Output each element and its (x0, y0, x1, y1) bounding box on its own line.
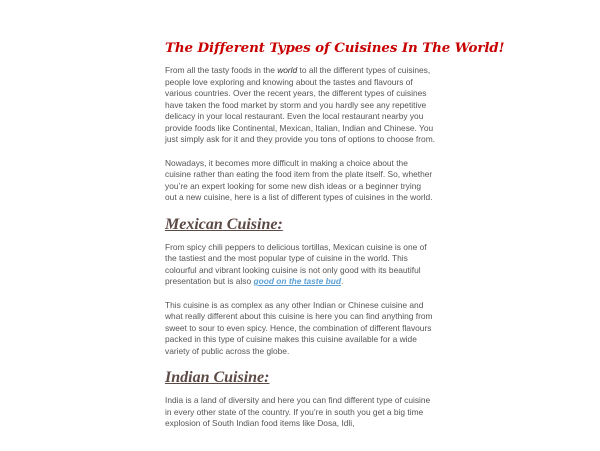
indian-cuisine-heading: Indian Cuisine: (165, 369, 270, 386)
taste-bud-link[interactable]: good on the taste bud (253, 276, 341, 286)
world-link[interactable]: world (277, 65, 298, 75)
article-title: The Different Types of Cuisines In The World! (165, 40, 505, 56)
intro-paragraph (165, 65, 435, 146)
article (165, 40, 505, 442)
mexican-paragraph-2: This cuisine is as complex as any other Indian or Chinese cuisine and what really different about this cuisine is here you can find anything from sweet to sour to even spicy. Hence, the combination of different flavours packed in this type of cuisine makes this cuisine available for a wide variety of public across the globe. (165, 299, 433, 356)
second-paragraph: Nowadays, it becomes more difficult in making a choice about the cuisine rather than eating the food item from the plate itself. So, whether you’re an expert looking for some new dish ideas or a beginner trying out a new cuisine, here is a list of different types of cuisines in the world. (165, 157, 433, 202)
mexican-p1-text: From spicy chili peppers to delicious tortillas, Mexican cuisine is one of the tastiest and the most popular type of cuisine in the world. This colourful and vibrant looking cuisine is not only good with its beautiful presentation but is also (165, 241, 427, 286)
mexican-p1-end: . (340, 276, 344, 286)
mexican-cuisine-heading: Mexican Cuisine: (165, 215, 283, 233)
indian-paragraph-1: India is a land of diversity and here you can find different type of cuisine in every other state of the country. If you’re in south you get a big time explosion of South Indian food items like Dosa, Idli, (165, 395, 431, 428)
intro-text-start: From all the tasty foods in the (165, 65, 278, 75)
intro-text-end: to all the different types of cuisines, people love exploring and knowing about the tastes and flavours of various countries. Over the recent years, the different types of cuisines have taken the food market by storm and you hardly see any repetitive delicacy in your local restaurant. Even the local restaurant nearby you provide foods like Continental, Mexican, Italian, Indian and Chinese. You just simply ask for it and they provide you tons of options to choose from. (165, 65, 435, 144)
mexican-paragraph-1 (165, 242, 435, 288)
